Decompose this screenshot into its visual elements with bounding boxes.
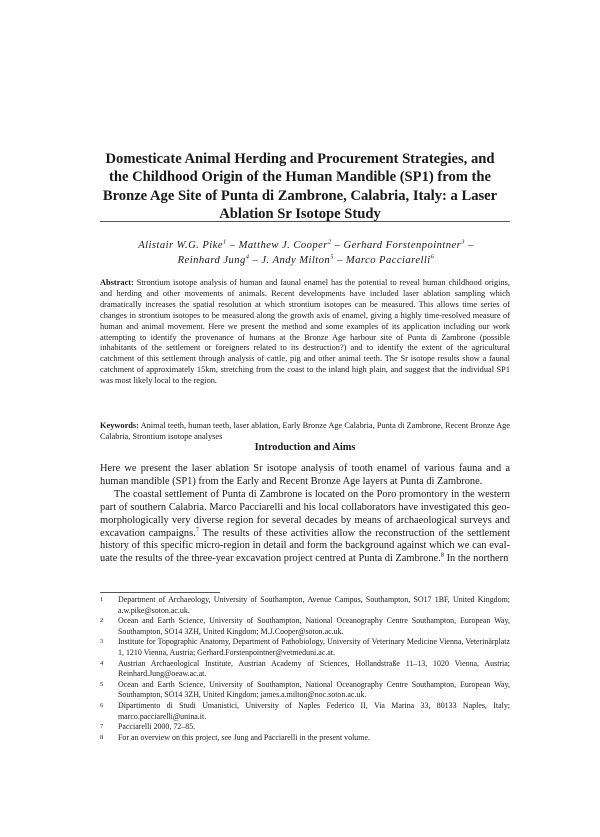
footnote-text: Dipartimento di Studi Umanistici, University of Naples Federico II, Via Marina 33, 80133 Naples, Italy; marco.pacciarelli@unina.it. [118,700,510,721]
footnote [100,616,510,637]
paragraph: Here we present the laser ablation Sr isotope analysis of tooth enamel of various fauna and a human mandible (SP1) from the Early and Recent Bronze Age layers at Punta di Zambrone. [100,463,510,487]
footnote-text: Department of Archaeology, University of Southampton, Avenue Campus, Southampton, SO17 1BF, United Kingdom; a.w.pike@soton.ac.uk. [118,595,510,615]
title-divider [100,221,510,222]
author-name: Reinhard Jung [177,255,246,266]
affiliation-mark: 3 [461,238,465,246]
footnote-number: 5 [100,680,104,688]
author-separator: – [226,240,239,251]
body-text [100,463,510,566]
footnote-text: Ocean and Earth Science, University of Southampton, National Oceanography Centre Southampton, European Way, Southampton, SO14 3ZH, United Kingdom; M.J.Cooper@soton.ac.uk. [118,616,510,636]
footnote-number: 3 [100,638,104,646]
affiliation-mark: 1 [223,238,227,246]
footnote-text: Pacciarelli 2000, 72–85. [118,722,196,732]
footnote-number: 4 [100,659,104,667]
author-name: Matthew J. Cooper [238,240,328,251]
footnote [100,733,510,744]
keywords-text: Animal teeth, human teeth, laser ablation, Early Bronze Age Calabria, Punta di Zambrone, Recent Bronze Age Calabria, Strontium isotope analyses [100,421,510,441]
footnote-number: 7 [100,723,104,731]
author-separator: – [249,255,262,266]
affiliation-mark: 2 [327,238,332,246]
author-list [96,238,516,268]
footnote-ref[interactable]: 7 [195,526,200,534]
footnote-number: 8 [100,733,104,741]
footnote-ref[interactable]: 8 [440,551,444,559]
author-name: J. Andy Milton [261,255,331,266]
footnote-text: Ocean and Earth Science, University of Southampton, National Oceanography Centre Southampton, European Way, Southampton, SO14 3ZH, United Kingdom; james.a.milton@noc.soton.ac.uk. [118,679,510,700]
footnote-divider [100,592,220,593]
footnote-text: Austrian Archaeological Institute, Austrian Academy of Sciences, Hollandstraße 11–13, 1020 Vienna, Austria; Reinhard.Jung@oeaw.ac.at. [118,658,510,679]
footnote-number: 2 [100,617,104,625]
footnote-number: 1 [100,596,104,603]
affiliation-mark: 5 [330,253,334,261]
author-separator: – [464,240,474,251]
footnote [100,701,510,722]
footnote-text: Institute for Topographic Anatomy, Department of Pathobiology, University of Veterinary Medicine Vienna, Veterinärplatz 1, 1210 Vienna, Austria; Gerhard.Forstenpointner@vetmeduni.ac.at. [118,637,510,657]
affiliation-mark: 6 [430,253,435,261]
footnote [100,595,510,616]
abstract-label: Abstract: [100,278,134,287]
paper-title: Domesticate Animal Herding and Procurement Strategies, and the Childhood Origin of the Human Mandible (SP1) from the Bronze Age Site of Punta di Zambrone, Calabria, Italy: a Laser Ablation Sr Isotope Study [102,151,498,223]
author-separator: – [331,240,344,251]
footnote-number: 6 [100,701,104,709]
paragraph-text: In the northern [443,553,509,565]
affiliation-mark: 4 [245,253,250,261]
footnote [100,722,510,733]
author-separator: – [333,255,346,266]
paragraph-text: The coastal settlement of Punta di Zambrone is located on the Poro promontory in the western part of southern Calabria. Marco Pacciarelli and his local collaborators have investigated this geomorphologically very diverse region for several decades by means of archaeological surveys and excavation campaigns. [100,488,510,539]
author-name: Alistair W.G. Pike [138,240,223,251]
author-name: Gerhard Forstenpointner [343,240,462,251]
author-name: Marco Pacciarelli [345,255,431,266]
paragraph-text: The results of these activities allow the reconstruction of the settlement history of this specific micro-region in detail and form the background against which we can evaluate the results of the three-year excavation project centred at Punta di Zambrone. [100,527,511,565]
abstract-text: Strontium isotope analysis of human and faunal enamel has the potential to reveal human childhood origins, and herding and other movements of animals. Recent developments have included laser ablation sampling which dramatically increases the spatial resolution at which strontium isotopes can be measured. This allows time series of changes in strontium isotopes to be measured along the growth axis of enamel, giving a highly time-resolved measure of human and animal movement. Here we present the method and some examples of its application including our work attempting to identify the provenance of humans at the Bronze Age harbour site of Punta di Zambrone (possible inhabitants of the settlement or foreigners related to its destruction?) and to identify the extent of the agricultural catchment of this settlement through analysis of cattle, pig and other animal teeth. The Sr isotope results show a faunal catchment of approximately 15km, stretching from the coast to the inland high plain, and suggest that the individual SP1 was most likely local to the region. [100,278,510,386]
footnote-text: For an overview on this project, see Jung and Pacciarelli in the present volume. [118,732,370,742]
keywords-label: Keywords: [100,421,139,430]
abstract [100,278,510,387]
keywords [100,421,510,443]
footnote [100,659,510,680]
footnote [100,680,510,701]
paragraph [100,489,510,566]
footnote [100,637,510,658]
footnote-list [100,595,510,743]
section-heading: Introduction and Aims [254,442,356,453]
